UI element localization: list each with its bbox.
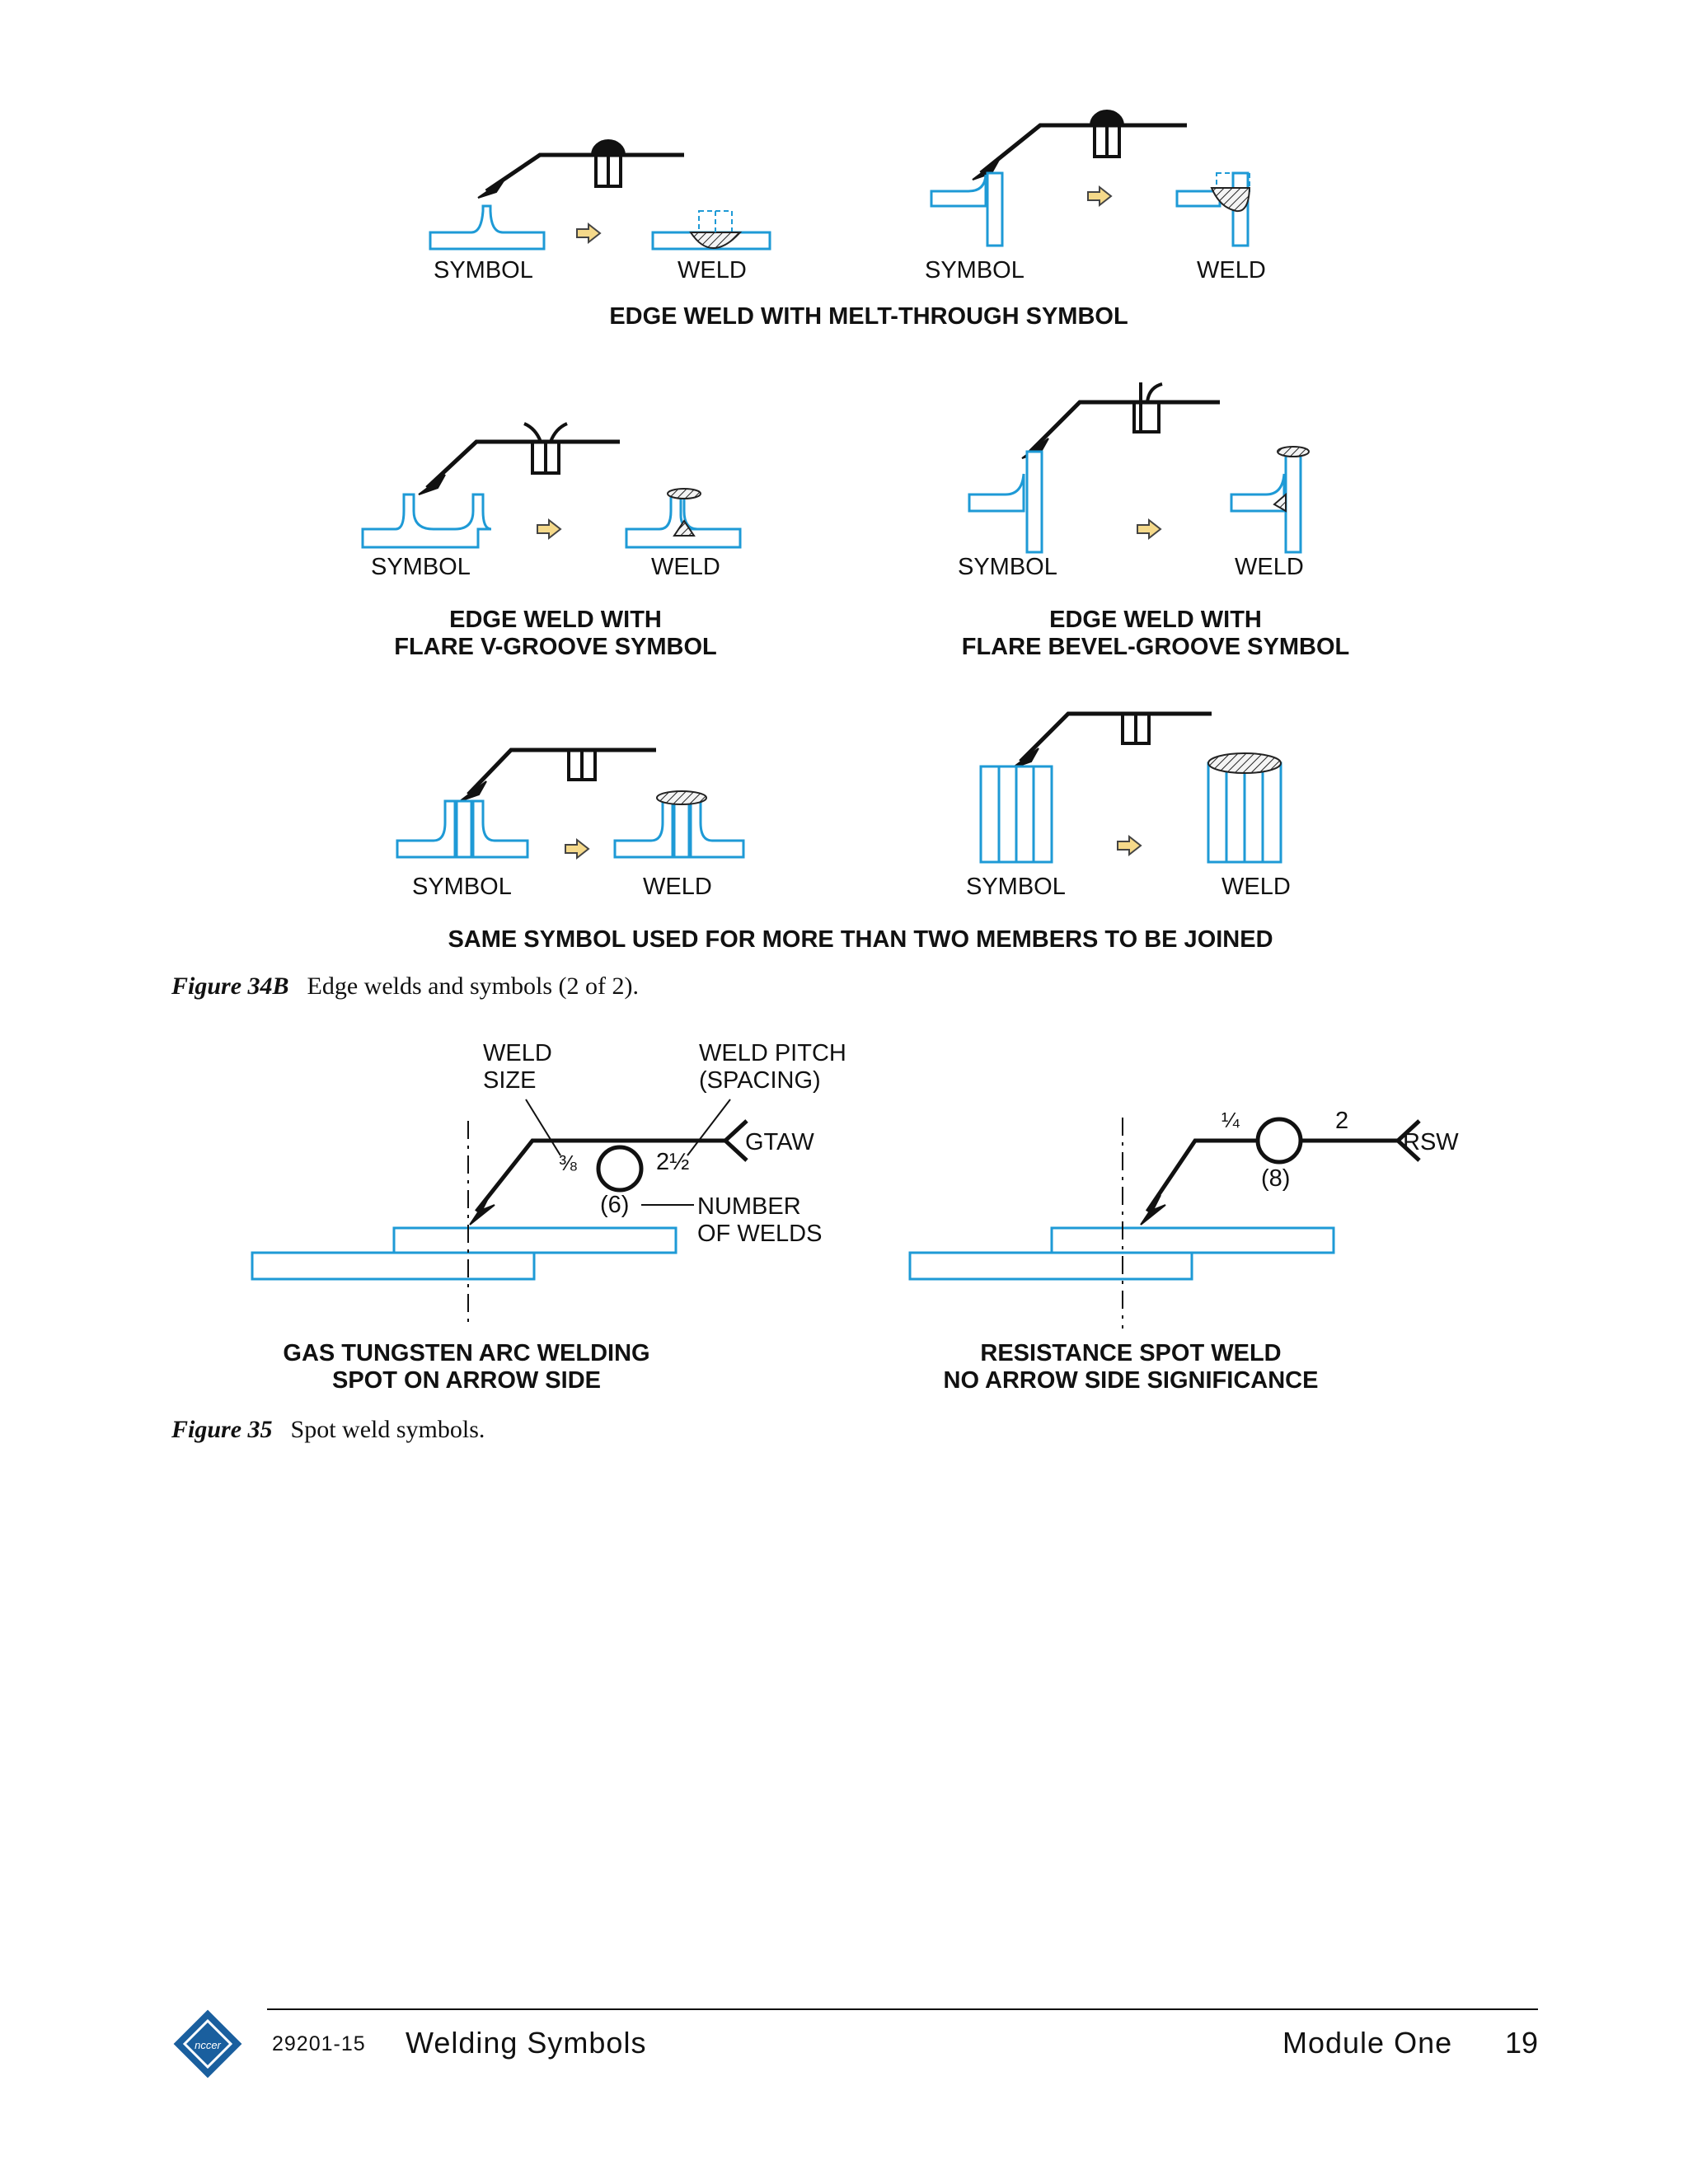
figure-34b-caption bbox=[171, 972, 639, 1001]
gtaw-weld-pitch-value: 2½ bbox=[656, 1149, 690, 1175]
gtaw-number-of-welds-value: (6) bbox=[600, 1192, 630, 1218]
label-weld: WELD bbox=[1235, 554, 1304, 580]
melt-through-weld-a bbox=[653, 211, 770, 249]
label-weld: WELD bbox=[651, 554, 720, 580]
label-weld: WELD bbox=[1221, 874, 1291, 900]
caption-text: Edge welds and symbols (2 of 2). bbox=[307, 972, 639, 1000]
melt-through-weld-b bbox=[1177, 173, 1250, 246]
heading-flare-v-groove-line1: EDGE WELD WITH bbox=[449, 607, 662, 633]
heading-gtaw-line2: SPOT ON ARROW SIDE bbox=[332, 1367, 601, 1394]
flare-bevel-groove-symbol bbox=[969, 382, 1220, 552]
weld-pitch-label-line1: WELD PITCH bbox=[699, 1040, 846, 1066]
label-symbol: SYMBOL bbox=[434, 257, 533, 284]
footer-page-number: 19 bbox=[1505, 2026, 1539, 2060]
rsw-spot-weld-drawing bbox=[910, 1118, 1419, 1329]
rsw-weld-pitch-value: 2 bbox=[1335, 1108, 1349, 1134]
heading-flare-bevel-groove-line1: EDGE WELD WITH bbox=[1049, 607, 1262, 633]
figure-35-caption bbox=[171, 1416, 485, 1444]
multi-member-symbol-b bbox=[981, 714, 1212, 862]
caption-text: Spot weld symbols. bbox=[290, 1416, 485, 1443]
rsw-number-of-welds-value: (8) bbox=[1261, 1165, 1291, 1192]
label-symbol: SYMBOL bbox=[958, 554, 1057, 580]
gtaw-weld-size-value: ⅜ bbox=[559, 1151, 577, 1175]
flare-v-groove-weld bbox=[626, 489, 740, 547]
nccer-logo bbox=[175, 2011, 241, 2077]
label-weld: WELD bbox=[1197, 257, 1266, 284]
number-of-welds-label-line1: NUMBER bbox=[697, 1193, 801, 1220]
footer-title: Welding Symbols bbox=[406, 2026, 647, 2060]
label-symbol: SYMBOL bbox=[925, 257, 1025, 284]
label-symbol: SYMBOL bbox=[966, 874, 1066, 900]
footer-module-code: 29201-15 bbox=[272, 2032, 366, 2055]
heading-flare-v-groove-line2: FLARE V-GROOVE SYMBOL bbox=[394, 634, 717, 660]
heading-rsw-line1: RESISTANCE SPOT WELD bbox=[980, 1340, 1282, 1366]
label-weld: WELD bbox=[678, 257, 747, 284]
flare-bevel-groove-weld bbox=[1231, 447, 1309, 552]
weld-size-label bbox=[483, 1040, 552, 1094]
label-symbol: SYMBOL bbox=[371, 554, 471, 580]
heading-rsw-line2: NO ARROW SIDE SIGNIFICANCE bbox=[943, 1367, 1319, 1394]
heading-flare-bevel-groove-line2: FLARE BEVEL-GROOVE SYMBOL bbox=[961, 634, 1350, 660]
heading-melt-through: EDGE WELD WITH MELT-THROUGH SYMBOL bbox=[609, 303, 1128, 330]
weld-size-label-line1: WELD bbox=[483, 1040, 552, 1066]
melt-through-symbol-b bbox=[931, 110, 1187, 246]
caption-number: Figure 35 bbox=[171, 1416, 273, 1443]
footer-module: Module One bbox=[1282, 2026, 1453, 2060]
heading-multi-member: SAME SYMBOL USED FOR MORE THAN TWO MEMBERS TO BE JOINED bbox=[448, 926, 1273, 953]
multi-member-weld-a bbox=[615, 791, 743, 857]
caption-number: Figure 34B bbox=[171, 972, 289, 1000]
weld-size-label-line2: SIZE bbox=[483, 1067, 537, 1094]
gtaw-spot-weld-drawing bbox=[252, 1099, 747, 1329]
rsw-weld-size-value: ¼ bbox=[1221, 1108, 1240, 1132]
label-symbol: SYMBOL bbox=[412, 874, 512, 900]
weld-pitch-label bbox=[699, 1040, 846, 1094]
svg-text:nccer: nccer bbox=[195, 2039, 221, 2051]
flare-v-groove-symbol bbox=[363, 424, 620, 547]
melt-through-symbol-a bbox=[430, 140, 684, 249]
number-of-welds-label bbox=[697, 1193, 822, 1248]
weld-pitch-label-line2: (SPACING) bbox=[699, 1067, 821, 1094]
multi-member-weld-b bbox=[1208, 753, 1281, 862]
number-of-welds-label-line2: OF WELDS bbox=[697, 1221, 823, 1247]
heading-gtaw-line1: GAS TUNGSTEN ARC WELDING bbox=[283, 1340, 650, 1366]
gtaw-process-tail: GTAW bbox=[745, 1129, 814, 1155]
label-weld: WELD bbox=[643, 874, 712, 900]
rsw-process-tail: RSW bbox=[1403, 1129, 1459, 1155]
